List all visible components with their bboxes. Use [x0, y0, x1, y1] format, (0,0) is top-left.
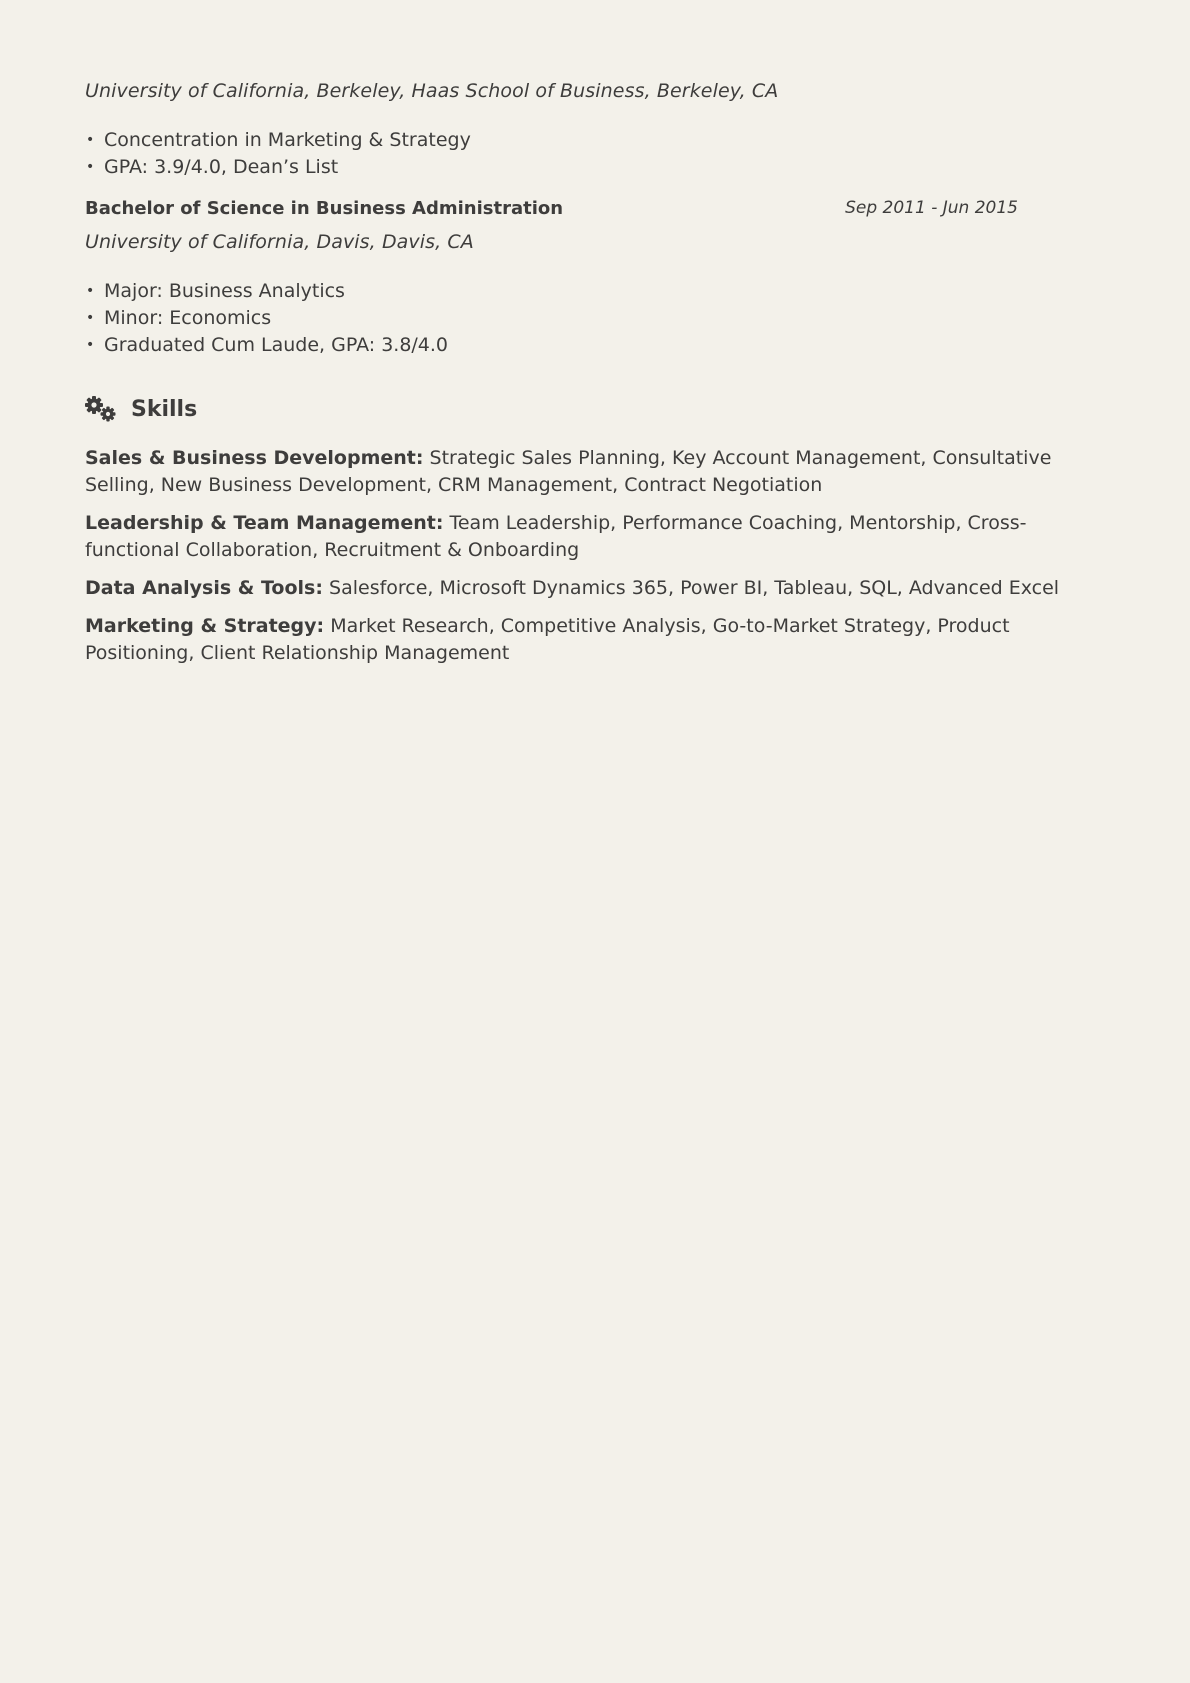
bullet-dot: • [86, 283, 95, 299]
list-item: • Concentration in Marketing & Strategy [85, 127, 471, 154]
skill-item [85, 575, 1085, 602]
bullet-dot: • [86, 310, 95, 326]
skill-label: Leadership & Team Management: [85, 512, 444, 534]
berkeley-details-list [85, 127, 471, 181]
degree-row [85, 198, 1018, 224]
institution-berkeley: University of California, Berkeley, Haas School of Business, Berkeley, CA [85, 80, 779, 102]
list-item: • Major: Business Analytics [85, 278, 448, 305]
skill-label: Sales & Business Development: [85, 447, 424, 469]
skill-item [85, 445, 1085, 499]
bullet-dot: • [86, 132, 95, 148]
bullet-dot: • [86, 337, 95, 353]
gears-icon [85, 395, 117, 423]
list-item: • Minor: Economics [85, 305, 448, 332]
skill-text: Market Research, Competitive Analysis, Go-to-Market Strategy, Product Positioning, Client Relationship Management [85, 615, 1010, 664]
skill-item [85, 510, 1085, 564]
davis-details-list [85, 278, 448, 359]
skill-text: Strategic Sales Planning, Key Account Management, Consultative Selling, New Business Development, CRM Management, Contract Negotiation [85, 447, 1052, 496]
institution-davis: University of California, Davis, Davis, CA [85, 231, 474, 253]
skill-item [85, 613, 1085, 667]
section-title: Skills [131, 396, 198, 422]
skill-label: Data Analysis & Tools: [85, 577, 323, 599]
degree-title: Bachelor of Science in Business Administration [85, 198, 564, 219]
degree-dates: Sep 2011 - Jun 2015 [845, 198, 1018, 218]
skill-text: Team Leadership, Performance Coaching, Mentorship, Cross-functional Collaboration, Recruitment & Onboarding [85, 512, 1027, 561]
skills-heading [85, 394, 197, 424]
list-item: • GPA: 3.9/4.0, Dean’s List [85, 154, 471, 181]
bullet-dot: • [86, 159, 95, 175]
skill-label: Marketing & Strategy: [85, 615, 325, 637]
skill-text: Salesforce, Microsoft Dynamics 365, Power BI, Tableau, SQL, Advanced Excel [329, 577, 1060, 599]
list-item: • Graduated Cum Laude, GPA: 3.8/4.0 [85, 332, 448, 359]
